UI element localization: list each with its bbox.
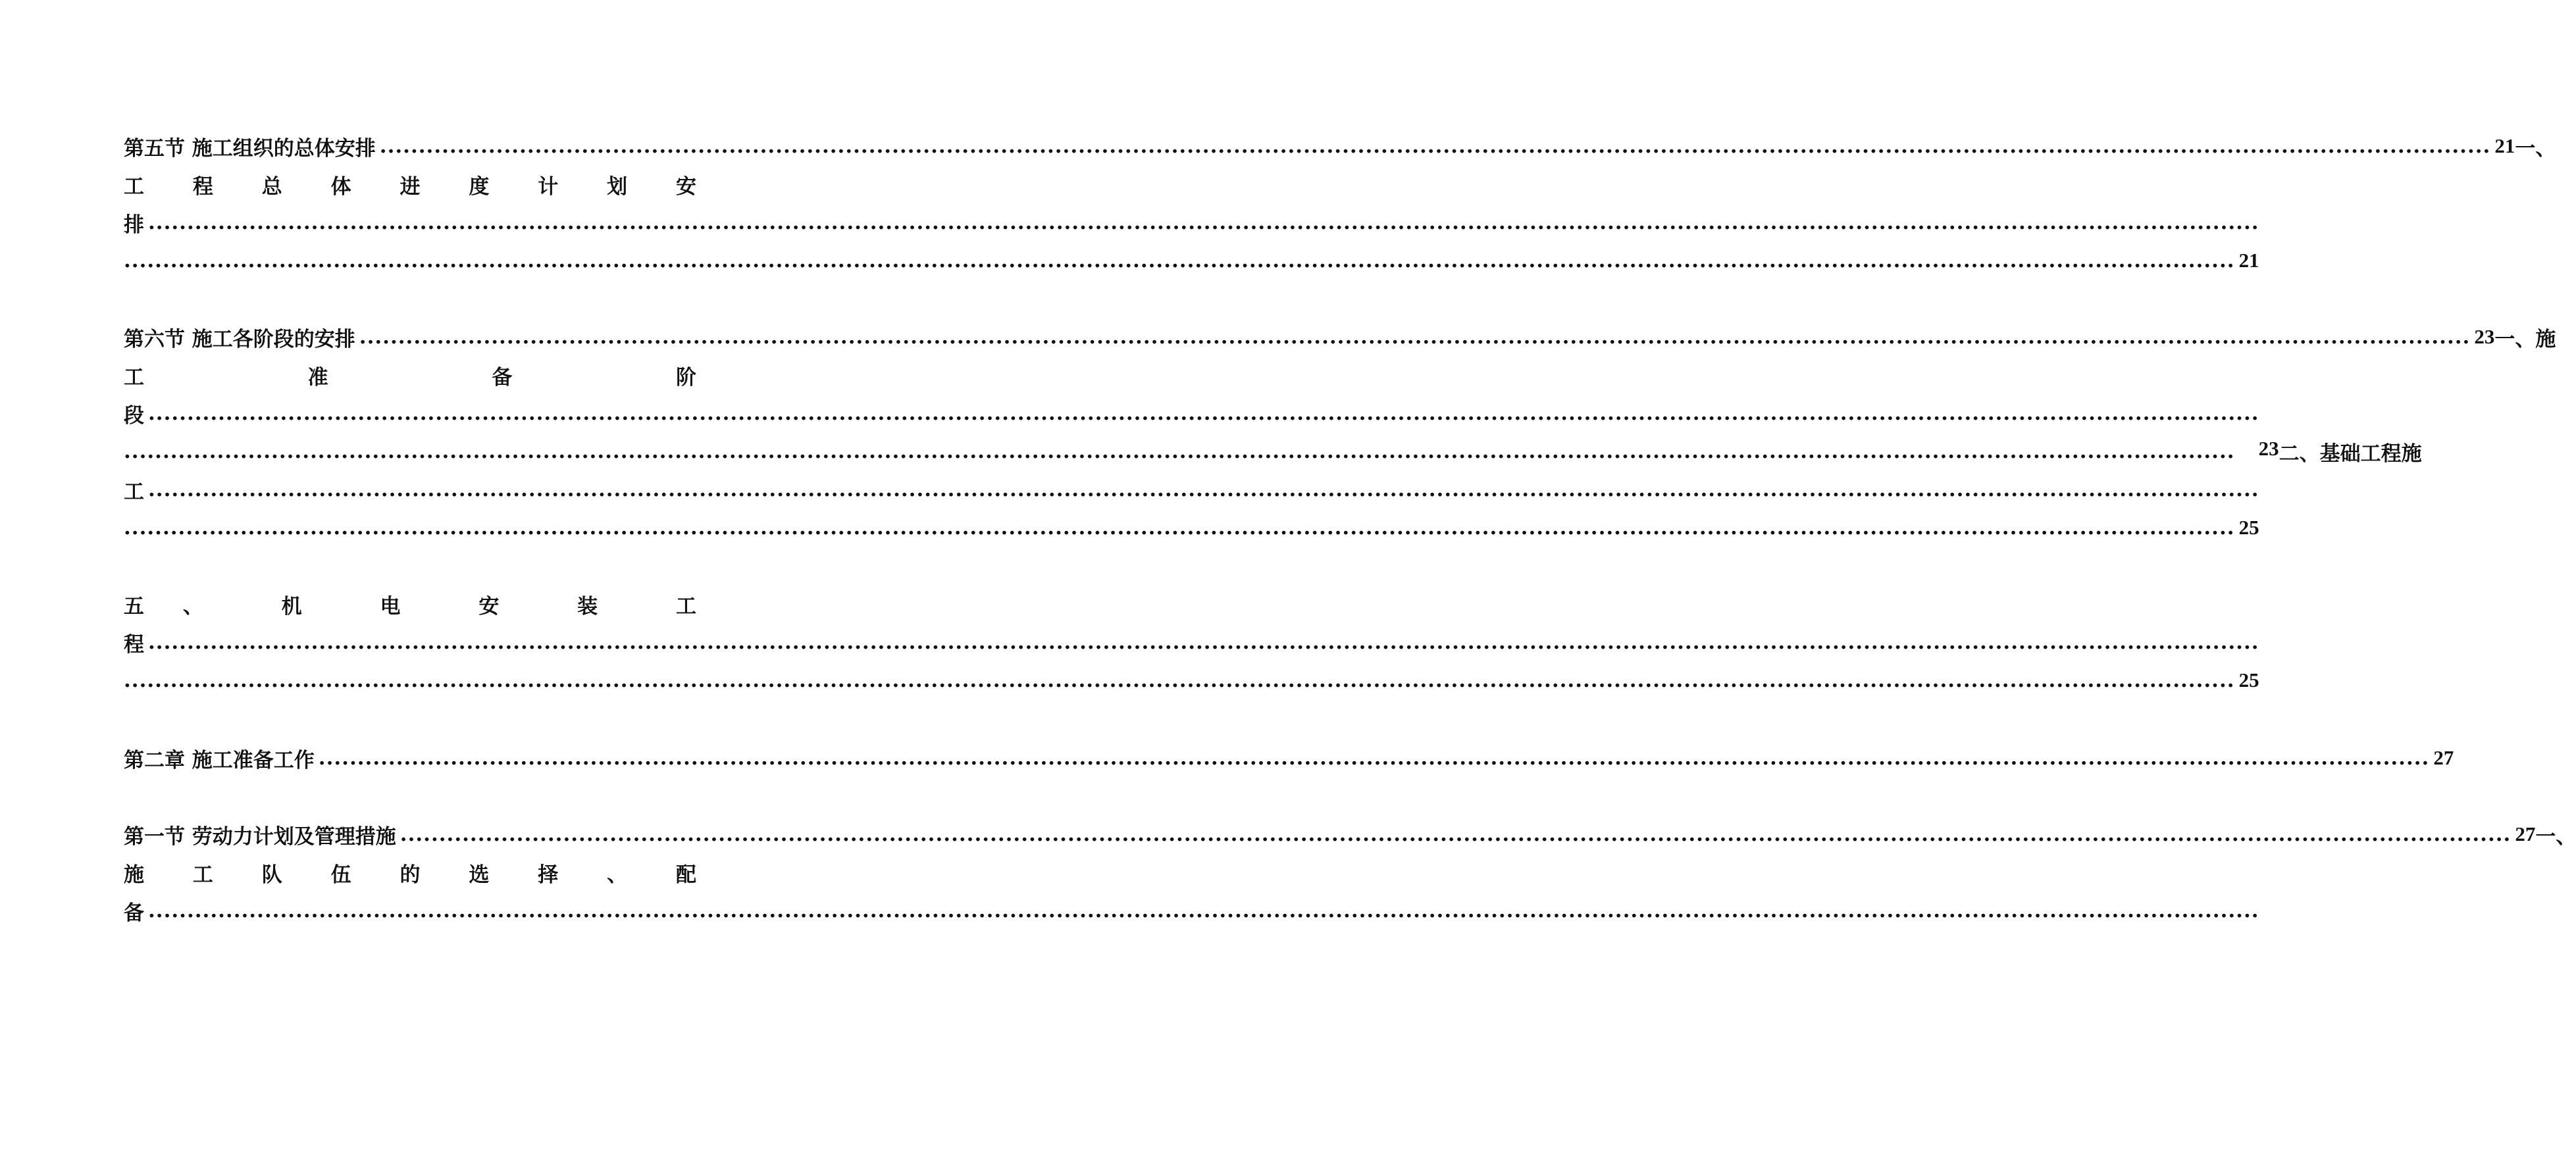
toc-char: 段	[124, 403, 144, 428]
toc-char: 、	[2299, 441, 2320, 466]
toc-leader: ................................................................................................................................................................................................................................................................................	[148, 630, 2259, 654]
toc-char: 程	[2381, 441, 2402, 466]
toc-char: 准	[307, 365, 328, 389]
toc-char: 工	[675, 594, 696, 618]
toc-char: 进	[399, 174, 421, 199]
toc-page-number: 25	[2238, 668, 2259, 691]
toc-leader: ................................................................................................................................................................................................................................................................................	[148, 899, 2259, 922]
toc-char: 排	[124, 213, 144, 237]
toc-entry-section-1[interactable]	[124, 819, 2576, 849]
toc-char: 基	[2319, 441, 2340, 466]
toc-page-number: 27	[2515, 822, 2536, 845]
toc-char: 配	[676, 863, 696, 887]
toc-leader-line[interactable]	[124, 474, 2259, 505]
toc-title: 第六节 施工各阶段的安排	[124, 327, 355, 351]
toc-item-marker: 一、	[2535, 824, 2576, 849]
toc-title: 第二章 施工准备工作	[124, 748, 315, 772]
toc-entry-foundation[interactable]	[124, 436, 2422, 466]
toc-char: 工	[124, 365, 144, 389]
toc-page-number: 25	[2238, 516, 2259, 539]
toc-leader-line[interactable]	[124, 627, 2259, 657]
toc-char: 队	[261, 863, 282, 887]
toc-page-number: 21	[2494, 134, 2515, 157]
toc-leader: ................................................................................................................................................................................................................................................................................	[318, 746, 2430, 770]
toc-page-number: 21	[2238, 249, 2259, 272]
toc-leader: ................................................................................................................................................................................................................................................................................	[148, 478, 2259, 501]
toc-char: 体	[330, 174, 351, 199]
toc-char: 安	[478, 594, 500, 618]
toc-char: 程	[124, 632, 144, 657]
toc-char: 机	[281, 594, 302, 618]
toc-char: 、	[607, 863, 628, 887]
toc-char: 工	[124, 174, 144, 199]
toc-title: 第五节 施工组织的总体安排	[124, 136, 376, 161]
toc-char: 二	[2279, 441, 2300, 466]
toc-char: 电	[380, 594, 401, 618]
toc-page-number: 23	[2474, 325, 2495, 348]
toc-leader-end-line[interactable]	[124, 513, 2259, 543]
toc-char: 择	[538, 863, 559, 887]
toc-char: 装	[577, 594, 598, 618]
toc-char: 计	[538, 174, 559, 199]
toc-char: 础	[2340, 441, 2361, 466]
toc-char: 选	[469, 863, 490, 887]
toc-justified-line[interactable]	[124, 169, 696, 199]
toc-char: 施	[2535, 327, 2556, 351]
toc-char: 阶	[675, 365, 696, 389]
toc-entry-chapter-2[interactable]	[124, 743, 2454, 773]
toc-char: 工	[124, 480, 144, 504]
toc-leader-line[interactable]	[124, 398, 2259, 428]
toc-leader: ................................................................................................................................................................................................................................................................................	[124, 516, 2235, 539]
toc-leader-end-line[interactable]	[124, 245, 2259, 276]
toc-justified-line[interactable]	[124, 360, 696, 390]
toc-leader: ................................................................................................................................................................................................................................................................................	[359, 325, 2471, 349]
toc-leader-end-line[interactable]	[124, 665, 2259, 695]
toc-leader: ................................................................................................................................................................................................................................................................................	[124, 668, 2235, 692]
toc-item-marker: 一、	[2494, 327, 2536, 351]
toc-char: 安	[676, 174, 696, 199]
toc-leader: ................................................................................................................................................................................................................................................................................	[399, 822, 2512, 846]
toc-char: 备	[124, 901, 144, 925]
toc-char: 施	[2401, 441, 2422, 466]
toc-item-marker: 一、	[2515, 136, 2556, 161]
toc-justified-line[interactable]	[124, 589, 696, 619]
toc-char: 工	[192, 863, 213, 887]
toc-entry-section-6[interactable]	[124, 322, 2556, 352]
toc-leader-line[interactable]	[124, 207, 2259, 238]
toc-char: 五	[124, 594, 144, 618]
toc-char: 程	[192, 174, 213, 199]
toc-leader: ................................................................................................................................................................................................................................................................................	[124, 439, 2235, 463]
toc-char: 伍	[330, 863, 351, 887]
toc-char: 度	[469, 174, 490, 199]
toc-char: 、	[182, 594, 203, 618]
toc-entry-section-5[interactable]	[124, 131, 2556, 161]
toc-char: 的	[399, 863, 421, 887]
toc-leader: ................................................................................................................................................................................................................................................................................	[379, 134, 2491, 158]
toc-leader: ................................................................................................................................................................................................................................................................................	[148, 211, 2259, 234]
toc-char: 总	[261, 174, 282, 199]
toc-leader-line[interactable]	[124, 895, 2259, 926]
toc-justified-line[interactable]	[124, 857, 696, 888]
toc-leader: ................................................................................................................................................................................................................................................................................	[124, 249, 2235, 272]
toc-justified-group	[2239, 437, 2422, 466]
toc-page-number: 27	[2433, 746, 2454, 769]
toc-leader: ................................................................................................................................................................................................................................................................................	[148, 401, 2259, 425]
toc-char: 划	[607, 174, 628, 199]
toc-char: 备	[492, 365, 513, 389]
toc-char: 施	[124, 863, 144, 887]
toc-char: 工	[2360, 441, 2381, 466]
toc-title: 第一节 劳动力计划及管理措施	[124, 824, 396, 849]
toc-page-number: 23	[2258, 436, 2279, 460]
